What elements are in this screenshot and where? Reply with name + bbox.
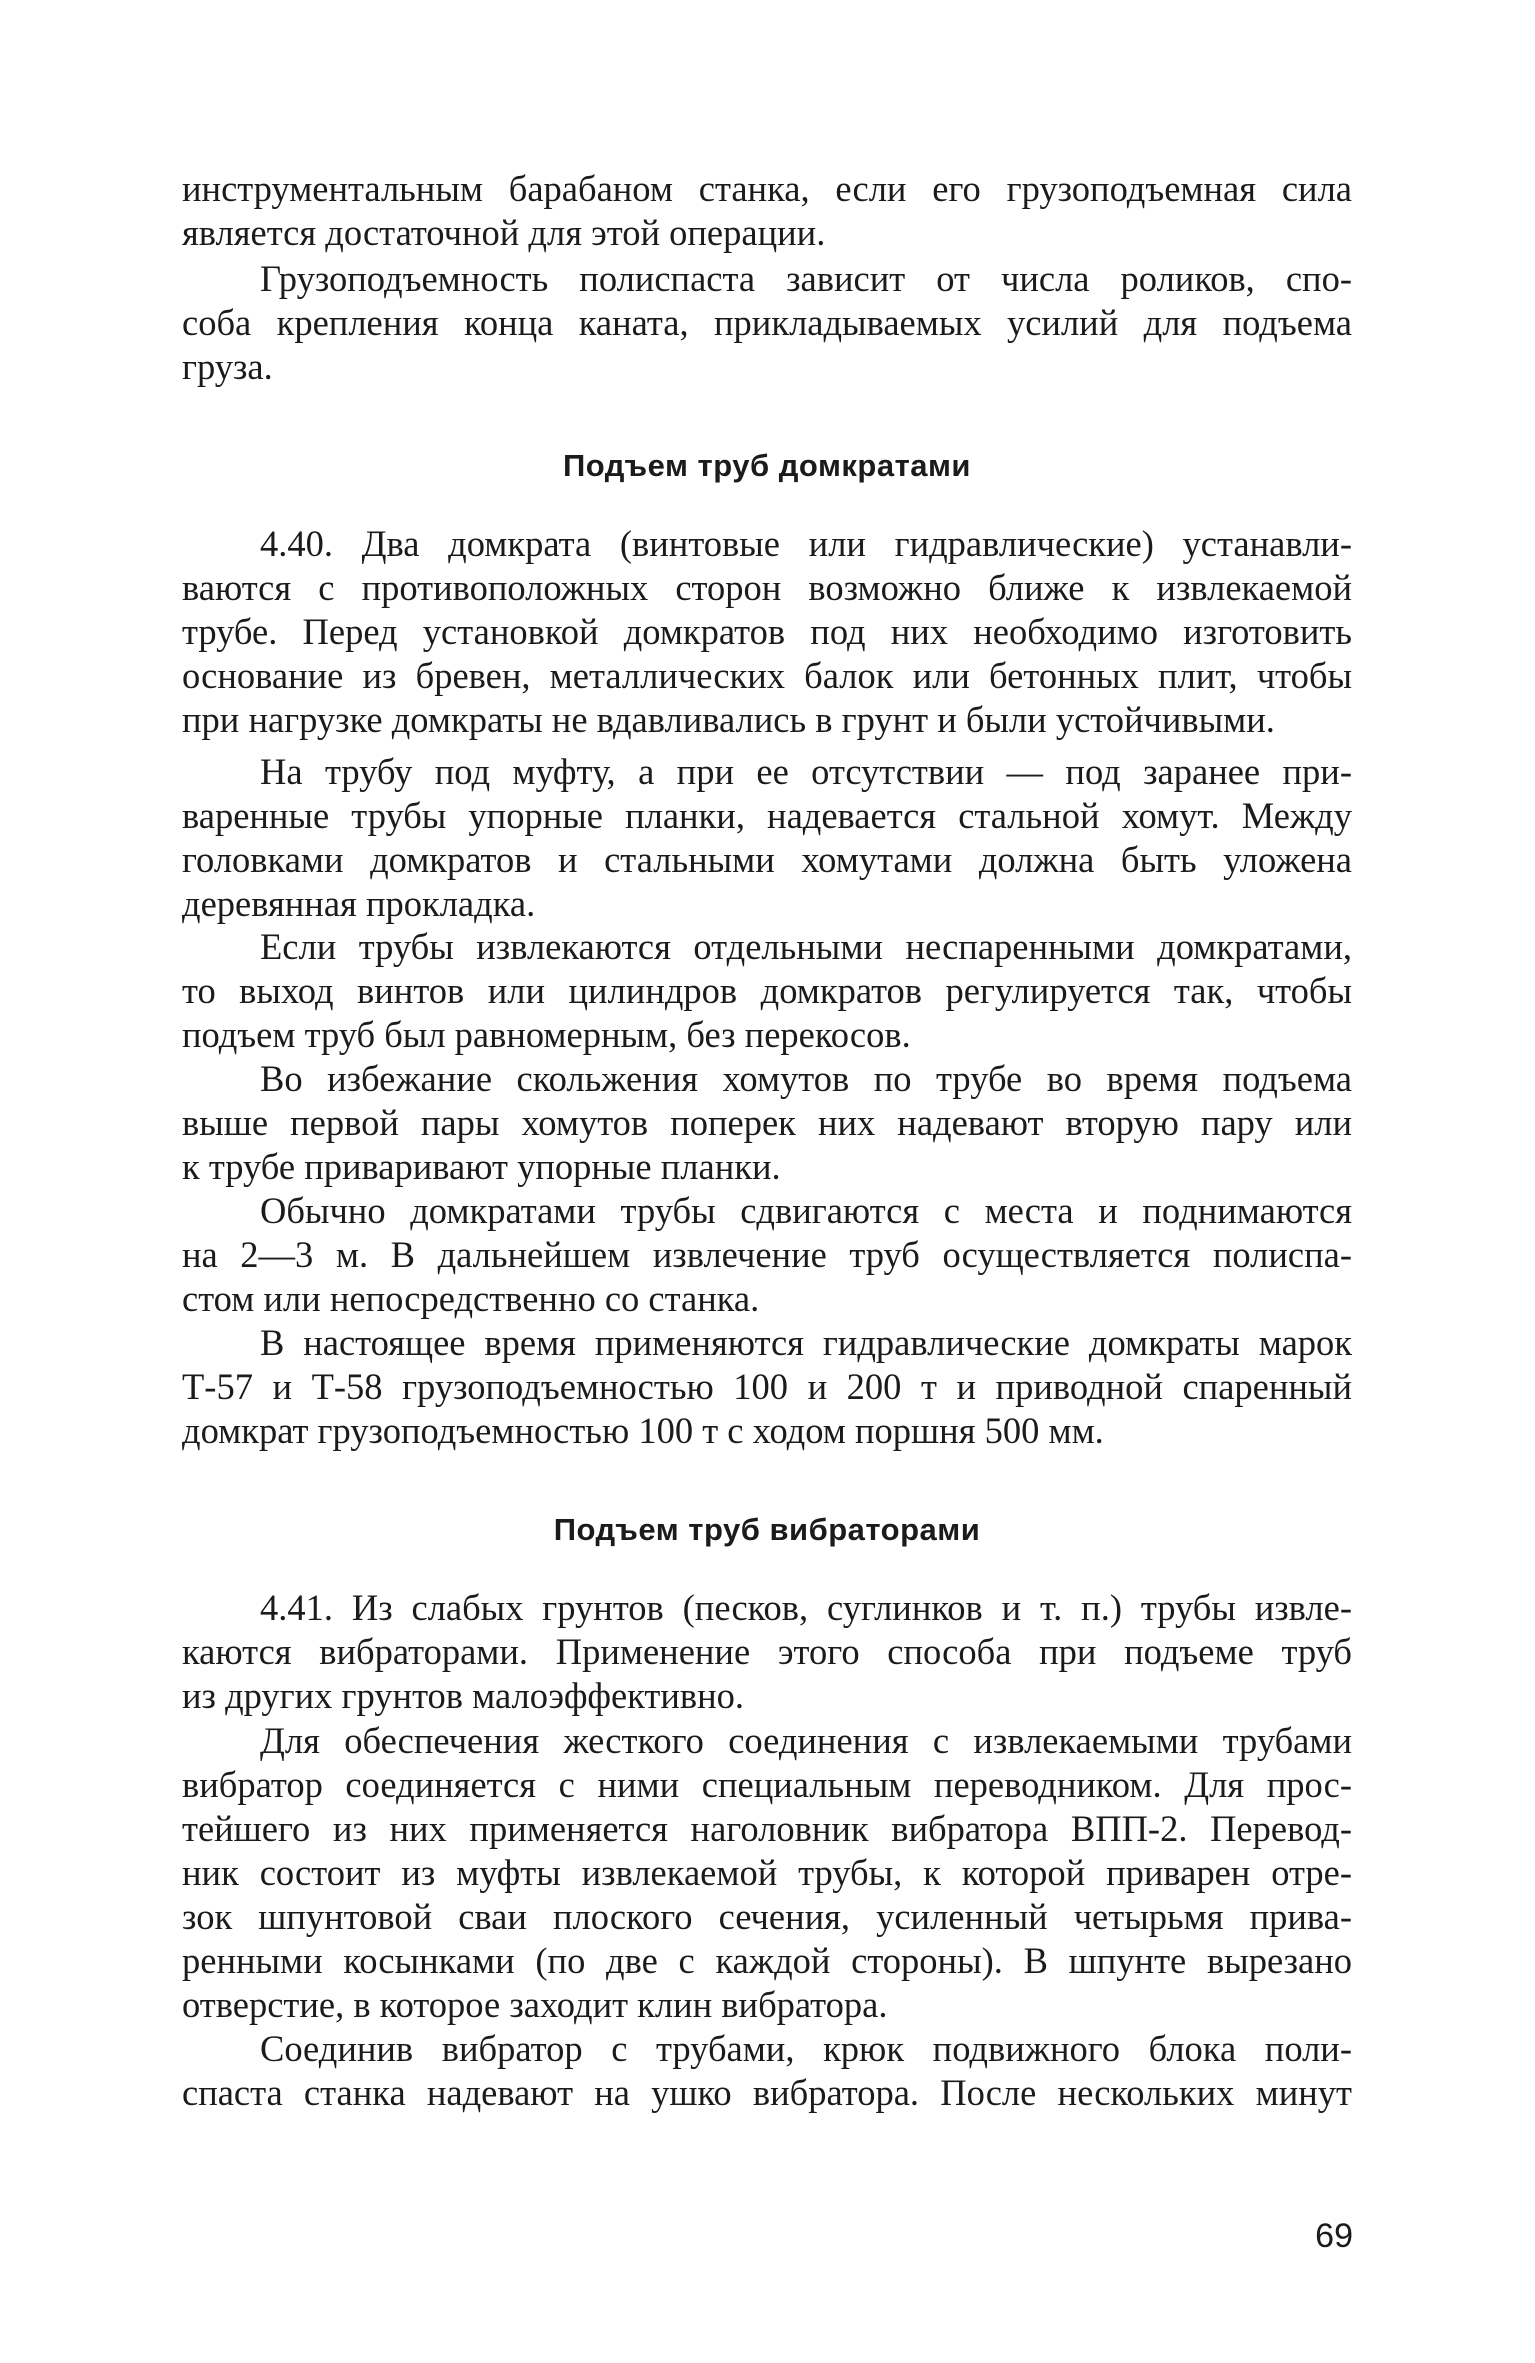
text-line: стом или непосредственно со станка. xyxy=(182,1278,760,1319)
paragraph xyxy=(182,257,1352,389)
text-line: варенные трубы упорные планки, надевается стальной хомут. Между xyxy=(182,795,1352,836)
text-line: ваются с противоположных сторон возможно ближе к извлекаемой xyxy=(182,567,1352,608)
paragraph xyxy=(182,2027,1352,2115)
text-line: Соединив вибратор с трубами, крюк подвижного блока поли- xyxy=(260,2028,1352,2069)
paragraph xyxy=(182,522,1352,742)
text-line: на 2—3 м. В дальнейшем извлечение труб осуществляется полиспа- xyxy=(182,1234,1352,1275)
text-line: Т-57 и Т-58 грузоподъемностью 100 и 200 т и приводной спаренный xyxy=(182,1366,1352,1407)
text-line: Обычно домкратами трубы сдвигаются с места и поднимаются xyxy=(260,1190,1352,1231)
text-line: 4.41. Из слабых грунтов (песков, суглинков и т. п.) трубы извле- xyxy=(260,1587,1352,1628)
text-line: ник состоит из муфты извлекаемой трубы, к которой приварен отре- xyxy=(182,1852,1352,1893)
text-line: подъем труб был равномерным, без перекосов. xyxy=(182,1014,911,1055)
text-line: ренными косынками (по две с каждой стороны). В шпунте вырезано xyxy=(182,1940,1352,1981)
intro-text xyxy=(182,167,1352,255)
text-line: спаста станка надевают на ушко вибратора. После нескольких минут xyxy=(182,2072,1352,2113)
text-line: головками домкратов и стальными хомутами должна быть уложена xyxy=(182,839,1352,880)
page-number: 69 xyxy=(1315,2217,1353,2255)
text-line: В настоящее время применяются гидравлические домкраты марок xyxy=(260,1322,1352,1363)
text-line: вибратор соединяется с ними специальным переводником. Для прос- xyxy=(182,1764,1352,1805)
text-line: груза. xyxy=(182,346,273,387)
paragraph xyxy=(182,1719,1352,2027)
paragraph xyxy=(182,1321,1352,1453)
text-line: из других грунтов малоэффективно. xyxy=(182,1675,745,1716)
text-line: основание из бревен, металлических балок или бетонных плит, чтобы xyxy=(182,655,1352,696)
text-line: трубе. Перед установкой домкратов под них необходимо изготовить xyxy=(182,611,1352,652)
paragraph xyxy=(182,1586,1352,1718)
paragraph xyxy=(182,750,1352,926)
text-line: инструментальным барабаном станка, если его грузоподъемная сила xyxy=(182,168,1352,209)
text-line: Грузоподъемность полиспаста зависит от числа роликов, спо- xyxy=(260,258,1352,299)
text-line: Если трубы извлекаются отдельными неспаренными домкратами, xyxy=(260,926,1352,967)
text-line: каются вибраторами. Применение этого способа при подъеме труб xyxy=(182,1631,1352,1672)
text-line: при нагрузке домкраты не вдавливались в грунт и были устойчивыми. xyxy=(182,699,1275,740)
text-line: 4.40. Два домкрата (винтовые или гидравлические) устанавли- xyxy=(260,523,1352,564)
text-line: отверстие, в которое заходит клин вибратора. xyxy=(182,1984,888,2025)
section-heading-vibrators: Подъем труб вибраторами xyxy=(553,1512,981,1547)
text-line: к трубе приваривают упорные планки. xyxy=(182,1146,781,1187)
text-line: соба крепления конца каната, прикладываемых усилий для подъема xyxy=(182,302,1352,343)
text-line: домкрат грузоподъемностью 100 т с ходом поршня 500 мм. xyxy=(182,1410,1104,1451)
text-line: зок шпунтовой сваи плоского сечения, усиленный четырьмя прива- xyxy=(182,1896,1352,1937)
text-line: Для обеспечения жесткого соединения с извлекаемыми трубами xyxy=(260,1720,1352,1761)
section-heading-jacks: Подъем труб домкратами xyxy=(562,448,971,483)
paragraph xyxy=(182,1189,1352,1321)
text-line: тейшего из них применяется наголовник вибратора ВПП-2. Перевод- xyxy=(182,1808,1352,1849)
text-line: выше первой пары хомутов поперек них надевают вторую пару или xyxy=(182,1102,1352,1143)
text-line: На трубу под муфту, а при ее отсутствии — под заранее при- xyxy=(260,751,1352,792)
paragraph xyxy=(182,1057,1352,1189)
text-line: то выход винтов или цилиндров домкратов регулируется так, чтобы xyxy=(182,970,1352,1011)
text-line: деревянная прокладка. xyxy=(182,883,536,924)
text-line: Во избежание скольжения хомутов по трубе во время подъема xyxy=(260,1058,1352,1099)
text-line: является достаточной для этой операции. xyxy=(182,212,826,253)
paragraph xyxy=(182,925,1352,1057)
